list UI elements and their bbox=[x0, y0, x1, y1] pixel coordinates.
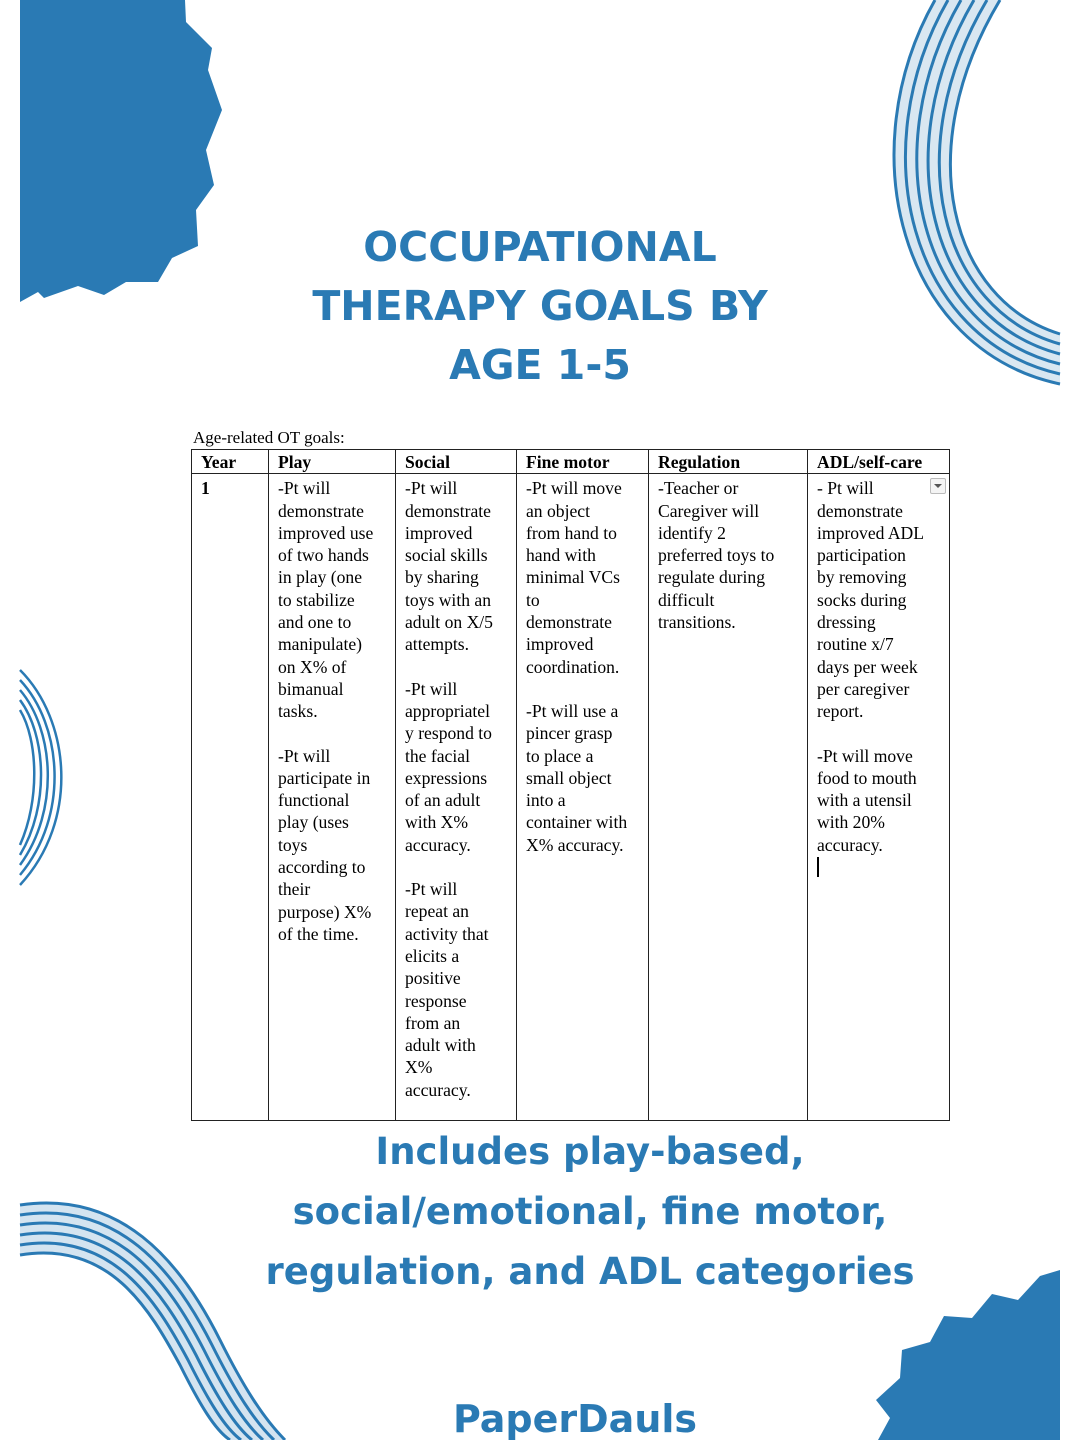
text-cursor bbox=[817, 857, 819, 877]
cell-play[interactable] bbox=[269, 474, 396, 1121]
social-goal: -Pt will appropriatel y respond to the facial expressions of an adult with X% accuracy. bbox=[405, 678, 492, 855]
cell-social[interactable] bbox=[396, 474, 517, 1121]
summary-line: regulation, and ADL categories bbox=[265, 1250, 915, 1293]
regulation-goal: -Teacher or Caregiver will identify 2 preferred toys to regulate during difficult transitions. bbox=[658, 478, 775, 633]
table-row bbox=[192, 474, 950, 1121]
summary-line: social/emotional, fine motor, bbox=[292, 1190, 888, 1233]
play-goal: -Pt will demonstrate improved use of two hands in play (one to stabilize and one to manipulate) on X% of bimanual tasks. bbox=[278, 478, 374, 722]
arc-lines-left-middle bbox=[20, 670, 61, 885]
header-fine-motor: Fine motor bbox=[517, 450, 649, 474]
arc-shadow-top-right bbox=[894, 0, 1060, 384]
cell-regulation[interactable] bbox=[649, 474, 808, 1121]
title-line: THERAPY GOALS BY bbox=[312, 282, 768, 330]
header-adl-self-care: ADL/self-care bbox=[808, 450, 950, 474]
summary-text bbox=[200, 1122, 980, 1302]
fine-motor-goal: -Pt will move an object from hand to hand with minimal VCs to demonstrate improved coordination. bbox=[526, 478, 622, 677]
cell-year bbox=[192, 474, 269, 1121]
year-value: 1 bbox=[201, 478, 210, 499]
page-title bbox=[240, 218, 840, 395]
header-regulation: Regulation bbox=[649, 450, 808, 474]
cell-adl-self-care[interactable] bbox=[808, 474, 950, 1121]
header-year: Year bbox=[192, 450, 269, 474]
title-line: AGE 1-5 bbox=[449, 341, 631, 389]
ot-goals-table bbox=[191, 449, 950, 1121]
summary-line: Includes play-based, bbox=[375, 1130, 805, 1173]
fine-motor-goal: -Pt will use a pincer grasp to place a small object into a container with X% accuracy. bbox=[526, 700, 628, 855]
chevron-down-icon[interactable] bbox=[930, 478, 946, 494]
social-goal: -Pt will demonstrate improved social skills by sharing toys with an adult on X/5 attempts. bbox=[405, 478, 493, 655]
adl-goal: - Pt will demonstrate improved ADL participation by removing socks during dressing routine x/7 days per week per caregiver report. bbox=[817, 478, 925, 722]
header-play: Play bbox=[269, 450, 396, 474]
social-goal: -Pt will repeat an activity that elicits a positive response from an adult with X% accuracy. bbox=[405, 879, 489, 1100]
title-line: OCCUPATIONAL bbox=[363, 223, 717, 271]
table-header-row bbox=[192, 450, 950, 474]
play-goal: -Pt will participate in functional play (uses toys according to their purpose) X% of the time. bbox=[278, 745, 372, 944]
starburst-top-left bbox=[20, 0, 222, 302]
adl-goal: -Pt will move food to mouth with a utensil with 20% accuracy. bbox=[817, 745, 917, 855]
header-social: Social bbox=[396, 450, 517, 474]
table-caption: Age-related OT goals: bbox=[193, 428, 345, 447]
brand-name: PaperDauls bbox=[452, 1397, 698, 1441]
cell-fine-motor[interactable] bbox=[517, 474, 649, 1121]
